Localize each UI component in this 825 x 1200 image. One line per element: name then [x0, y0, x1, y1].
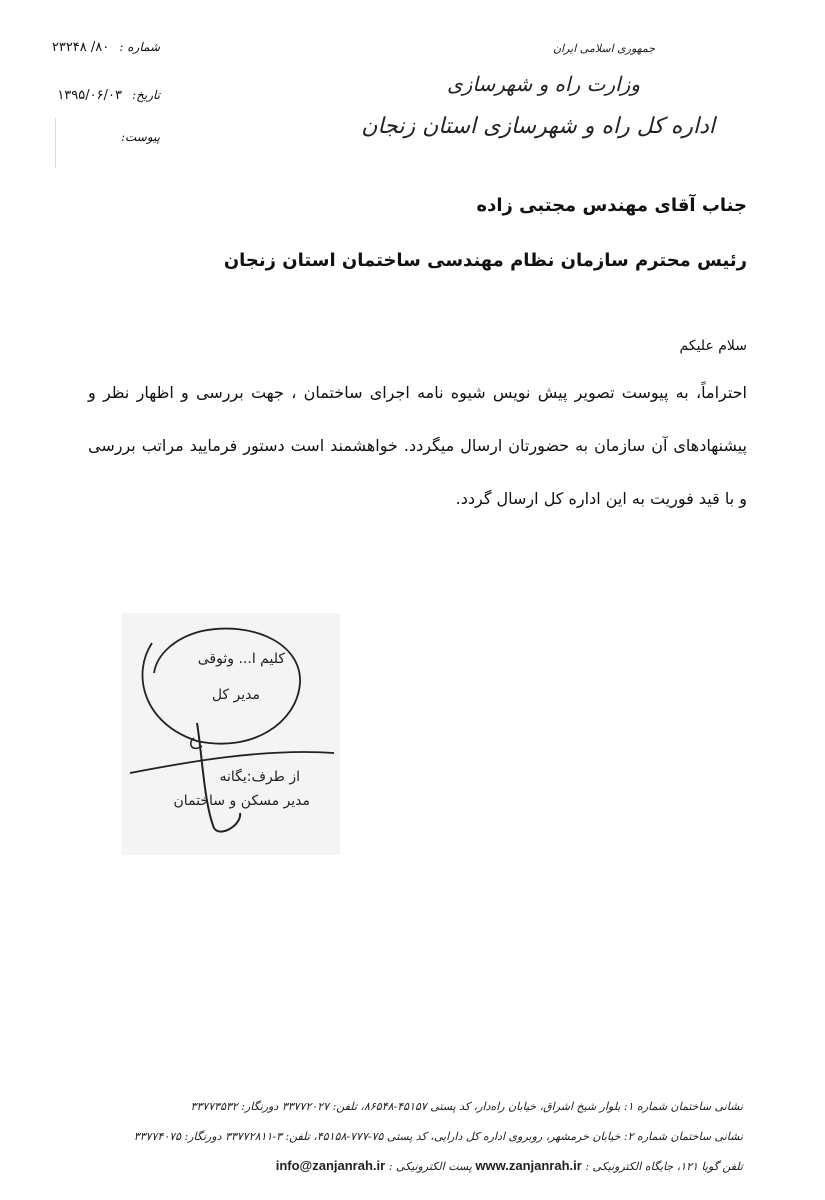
- footer-email-label: پست الکترونیکی :: [388, 1160, 472, 1173]
- letter-number-label: شماره :: [119, 40, 160, 54]
- footer-email[interactable]: info@zanjanrah.ir: [275, 1158, 386, 1173]
- recipient-title: رئیس محترم سازمان نظام مهندسی ساختمان استان زنجان: [223, 250, 747, 271]
- letter-number-row: [38, 40, 160, 55]
- signature-block: [122, 613, 340, 855]
- signature-scribble: [122, 613, 340, 855]
- signer-title: مدیر کل: [211, 687, 260, 703]
- footer-phone-label: تلفن گویا ۱۲۱، جایگاه الکترونیکی :: [585, 1160, 743, 1173]
- letter-date-value: ۱۳۹۵/۰۶/۰۳: [57, 88, 122, 103]
- header-divider: [55, 118, 56, 168]
- letter-attachment-label: پیوست:: [120, 130, 160, 144]
- footer-address-2: نشانی ساختمان شماره ۲: خیابان خرمشهر، روبروی اداره کل دارایی، کد پستی ۷۵-۷۷۷-۴۵۱۵۸، تلفن: ۳-۳۳۷۷۲۸۱۱ دورنگار: ۳۳۷۷۴۰۷۵: [133, 1130, 743, 1143]
- letter-date-row: [38, 88, 160, 103]
- greeting: سلام علیکم: [679, 338, 747, 354]
- ministry-title: وزارت راه و شهرسازی: [447, 72, 640, 96]
- letter-date-label: تاریخ:: [132, 88, 160, 102]
- signer-name: کلیم ا... وثوقی: [197, 651, 285, 667]
- letter-number-value: ۸۰/ ۲۳۲۴۸: [51, 40, 110, 55]
- on-behalf-name: از طرف:یگانه: [219, 769, 300, 785]
- republic-title: جمهوری اسلامی ایران: [552, 42, 655, 55]
- letter-attachment-row: [38, 130, 160, 145]
- on-behalf-title: مدیر مسکن و ساختمان: [173, 793, 310, 809]
- recipient-name: جناب آقای مهندس مجتبی زاده: [476, 195, 747, 216]
- footer-address-1: نشانی ساختمان شماره ۱: بلوار شیخ اشراق، خیابان راه‌دار، کد پستی ۴۵۱۵۷-۸۶۵۴۸، تلفن: ۳۳۷۷۲۰۲۷ دورنگار: ۳۳۷۷۳۵۳۲: [190, 1100, 743, 1113]
- office-title: اداره کل راه و شهرسازی استان زنجان: [361, 114, 715, 139]
- letter-body: احتراماً، به پیوست تصویر پیش نویس شیوه نامه اجرای ساختمان ، جهت بررسی و اظهار نظر و پیشنهادهای آن سازمان به حضورتان ارسال میگردد. خواهشمند است دستور فرمایید مراتب بررسی و با قید فوریت به این اداره کل ارسال گردد.: [88, 383, 747, 508]
- footer-contact: [276, 1158, 743, 1173]
- footer-website[interactable]: www.zanjanrah.ir: [475, 1158, 582, 1173]
